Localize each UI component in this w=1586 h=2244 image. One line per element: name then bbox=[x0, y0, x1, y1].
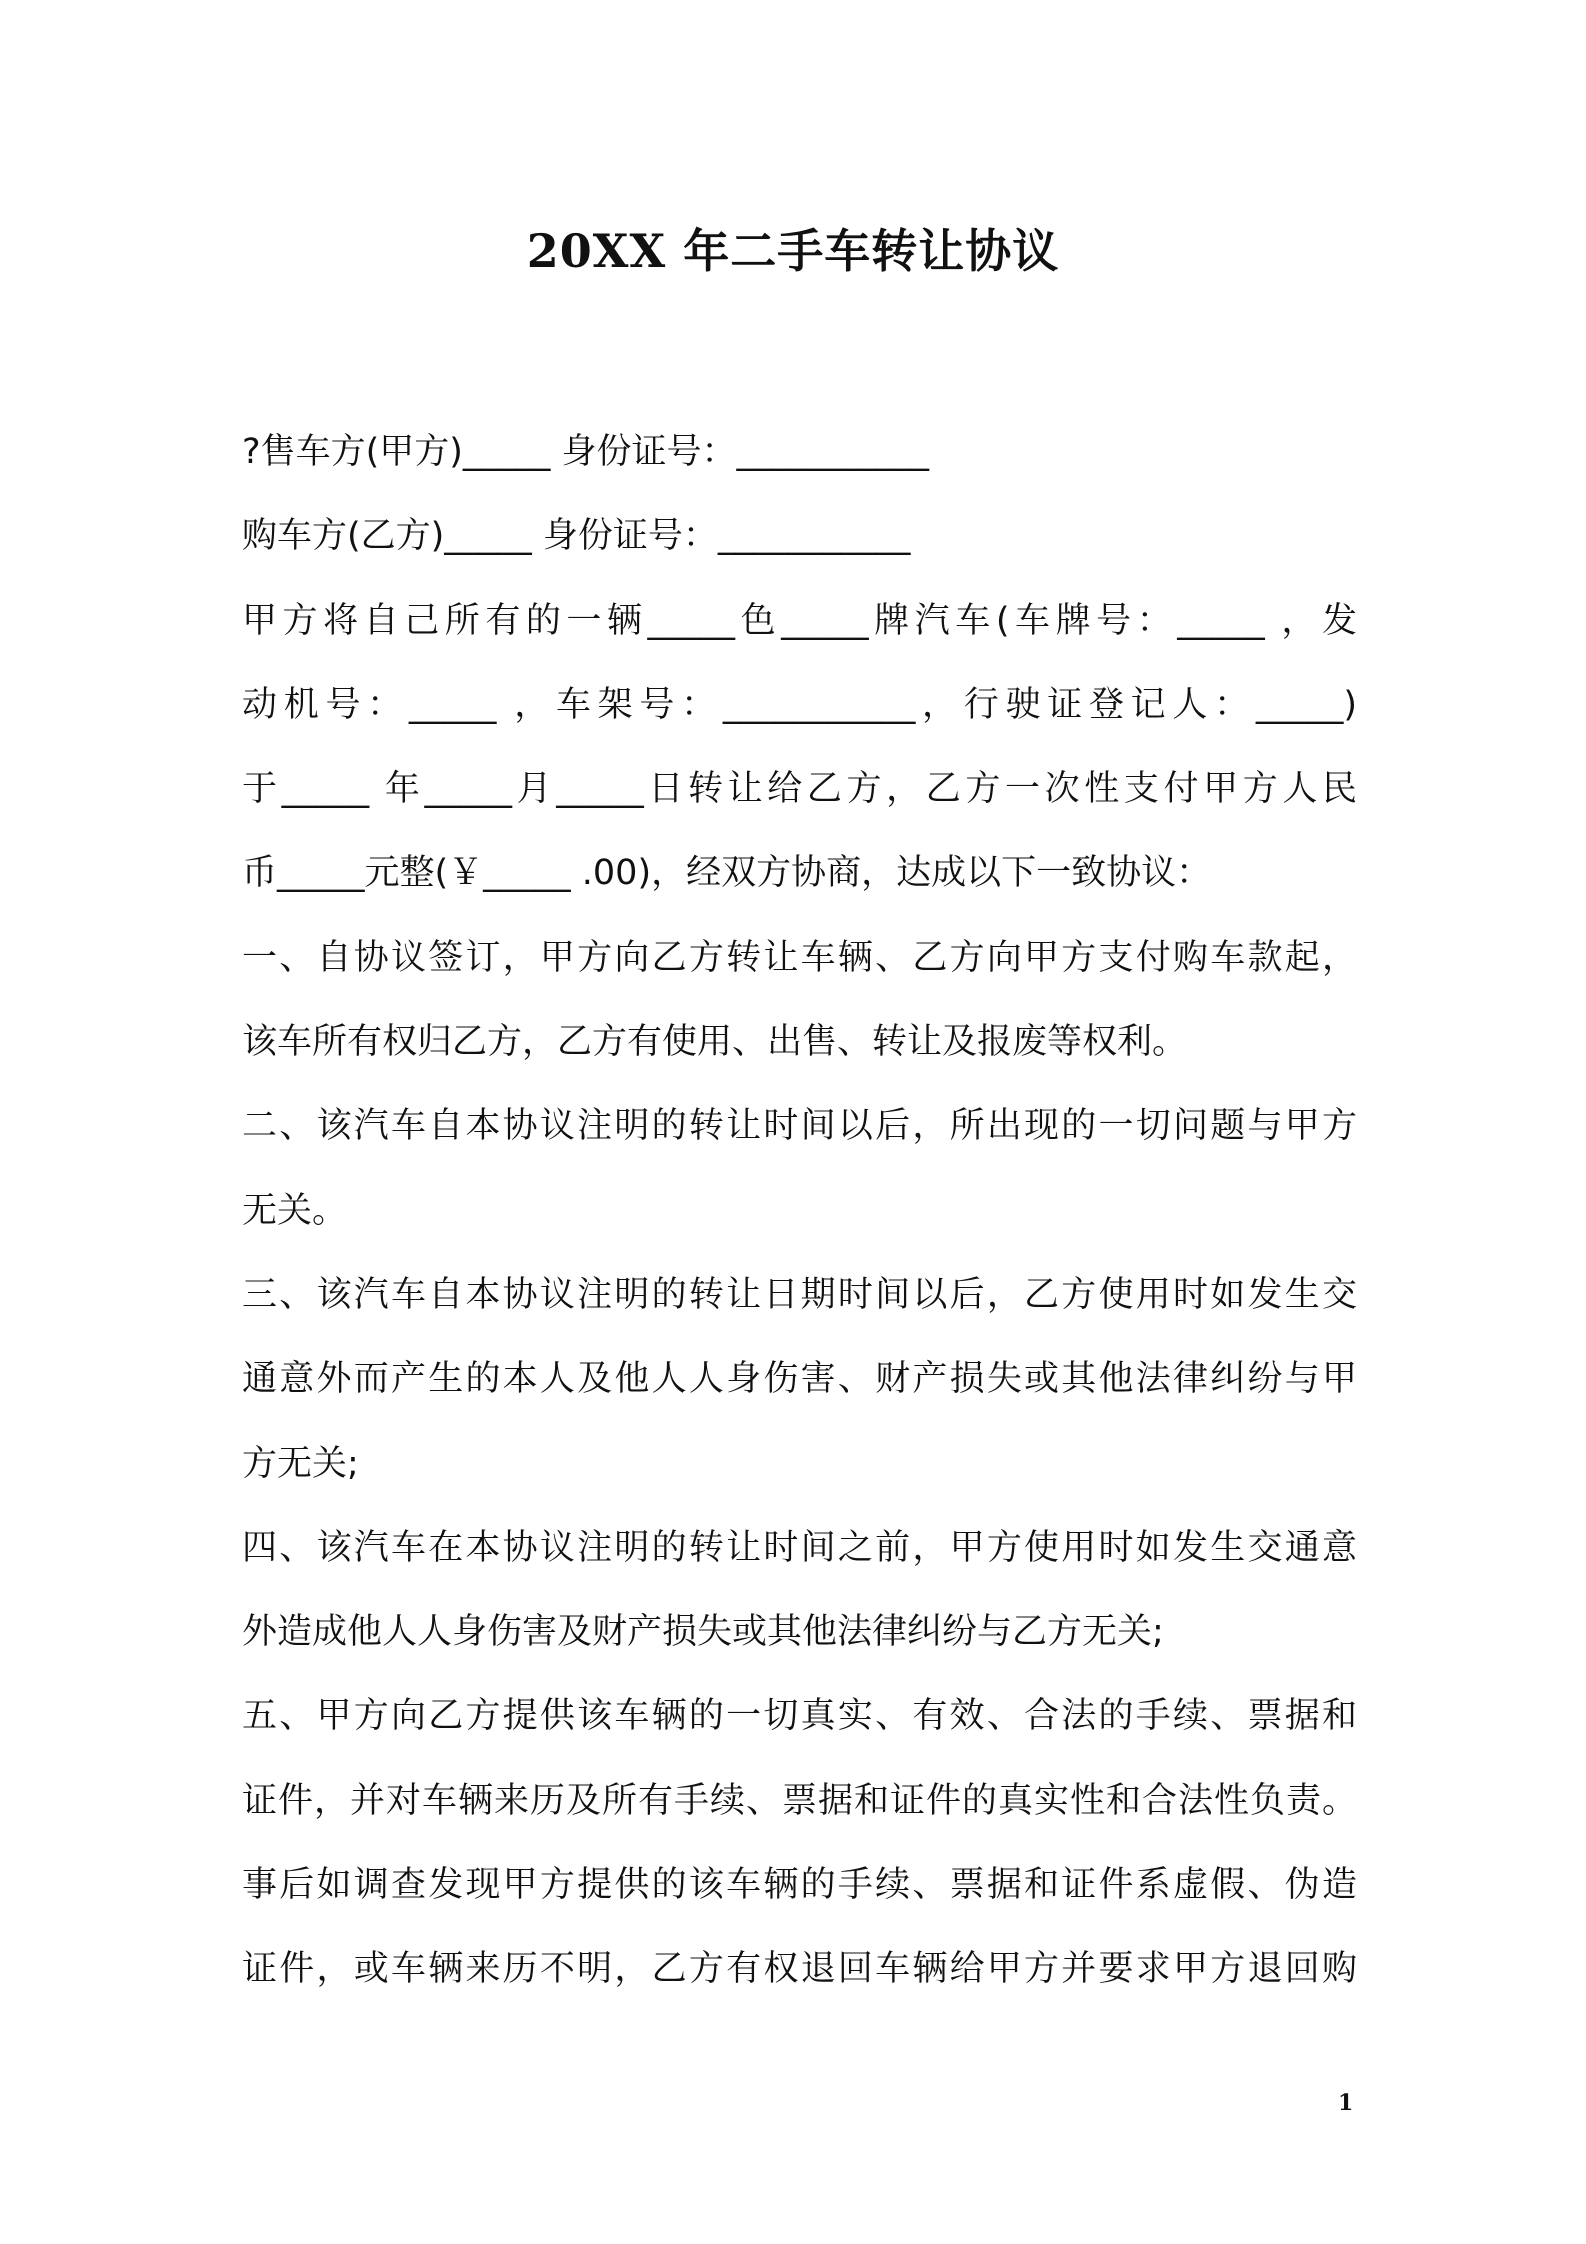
clause-2-line: 二、该汽车自本协议注明的转让时间以后，所出现的一切问题与甲方 bbox=[242, 1106, 1357, 1147]
clause-3-line: 三、该汽车自本协议注明的转让日期时间以后，乙方使用时如发生交 bbox=[242, 1274, 1357, 1315]
paragraph-line: 币_____元整(￥_____ .00)，经双方协商，达成以下一致协议： bbox=[242, 853, 1212, 894]
clause-5-line: 事后如调查发现甲方提供的该车辆的手续、票据和证件系虚假、伪造 bbox=[242, 1865, 1357, 1906]
clause-3-line: 方无关; bbox=[242, 1443, 359, 1484]
clause-5-line: 五、甲方向乙方提供该车辆的一切真实、有效、合法的手续、票据和 bbox=[242, 1696, 1357, 1737]
clause-5-line: 证件，或车辆来历不明，乙方有权退回车辆给甲方并要求甲方退回购 bbox=[242, 1949, 1357, 1990]
buyer-line: 购车方(乙方)_____ 身份证号：___________ bbox=[242, 516, 911, 557]
clause-5-line: 证件，并对车辆来历及所有手续、票据和证件的真实性和合法性负责。 bbox=[242, 1780, 1357, 1821]
clause-1-line: 一、自协议签订，甲方向乙方转让车辆、乙方向甲方支付购车款起， bbox=[242, 937, 1357, 978]
paragraph-line: 于_____ 年_____月_____日转让给乙方，乙方一次性支付甲方人民 bbox=[242, 769, 1357, 810]
clause-4-line: 四、该汽车在本协议注明的转让时间之前，甲方使用时如发生交通意 bbox=[242, 1527, 1357, 1568]
paragraph-line: 甲方将自己所有的一辆_____色_____牌汽车(车牌号：_____ ，发 bbox=[242, 600, 1357, 641]
clause-1-line: 该车所有权归乙方，乙方有使用、出售、转让及报废等权利。 bbox=[242, 1022, 1188, 1063]
clause-3-line: 通意外而产生的本人及他人人身伤害、财产损失或其他法律纠纷与甲 bbox=[242, 1359, 1357, 1400]
paragraph-line: 动机号：_____ ，车架号：___________，行驶证登记人：_____) bbox=[242, 684, 1357, 725]
seller-line: ?售车方(甲方)_____ 身份证号：___________ bbox=[242, 432, 930, 472]
page-title: 20XX 年二手车转让协议 bbox=[526, 224, 1060, 278]
document-body bbox=[242, 410, 1357, 2012]
clause-4-line: 外造成他人人身伤害及财产损失或其他法律纠纷与乙方无关; bbox=[242, 1612, 1164, 1653]
clause-2-line: 无关。 bbox=[242, 1190, 348, 1231]
page-number: 1 bbox=[1338, 2090, 1354, 2116]
